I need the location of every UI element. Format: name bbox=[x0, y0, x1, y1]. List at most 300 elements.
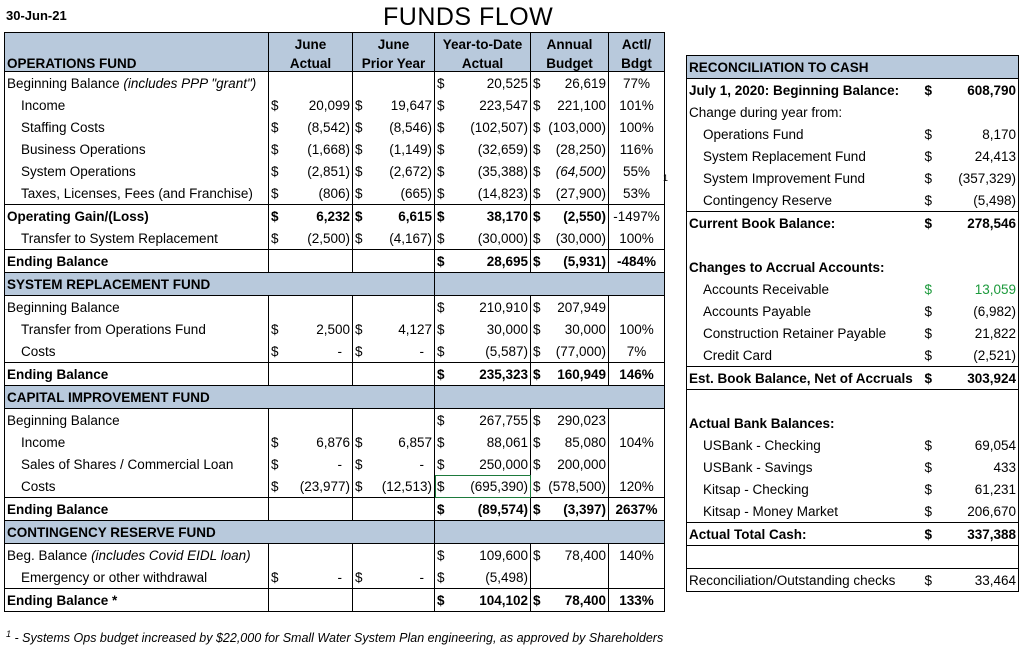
budget-value: 26,619 bbox=[564, 75, 606, 91]
row-label: Beginning Balance bbox=[5, 409, 269, 432]
row-label: July 1, 2020: Beginning Balance: bbox=[689, 82, 900, 98]
table-row bbox=[5, 409, 665, 432]
table-row bbox=[5, 94, 665, 116]
dollar-sign: $ bbox=[355, 321, 363, 337]
row-label: Kitsap - Checking bbox=[703, 481, 809, 497]
table-row bbox=[687, 412, 1019, 434]
col-bdgt: Bdgt bbox=[609, 52, 665, 72]
table-row bbox=[687, 300, 1019, 322]
dollar-sign: $ bbox=[437, 366, 445, 382]
table-row bbox=[5, 431, 665, 453]
prior-value: - bbox=[419, 456, 424, 472]
table-row bbox=[687, 256, 1019, 278]
ytd-value: 38,170 bbox=[486, 208, 528, 224]
budget-value: (77,000) bbox=[555, 343, 606, 359]
pct-value: 77% bbox=[609, 72, 665, 95]
budget-value: 207,949 bbox=[557, 299, 606, 315]
row-value: (2,521) bbox=[973, 347, 1016, 363]
prior-value: - bbox=[419, 343, 424, 359]
dollar-sign: $ bbox=[924, 126, 933, 142]
dollar-sign: $ bbox=[437, 434, 445, 450]
dollar-sign: $ bbox=[924, 347, 933, 363]
dollar-sign: $ bbox=[924, 503, 933, 519]
june-value: (2,851) bbox=[307, 163, 350, 179]
dollar-sign: $ bbox=[923, 212, 943, 235]
table-row bbox=[5, 318, 665, 340]
pct-value: 100% bbox=[609, 116, 665, 138]
row-label: Transfer to System Replacement bbox=[5, 227, 269, 250]
dollar-sign: $ bbox=[437, 75, 445, 91]
pct-value: 55% bbox=[609, 160, 665, 182]
row-label: Beginning Balance bbox=[5, 296, 269, 319]
june-value: (1,668) bbox=[307, 141, 350, 157]
ytd-value: (35,388) bbox=[477, 163, 528, 179]
table-row bbox=[5, 138, 665, 160]
dollar-sign: $ bbox=[533, 75, 541, 91]
june-value: - bbox=[337, 343, 342, 359]
budget-value: (30,000) bbox=[555, 230, 606, 246]
dollar-sign: $ bbox=[271, 478, 279, 494]
dollar-sign: $ bbox=[533, 456, 541, 472]
pct-value: 120% bbox=[609, 475, 665, 498]
ytd-value: 250,000 bbox=[479, 456, 528, 472]
june-value: 6,876 bbox=[316, 434, 350, 450]
dollar-sign: $ bbox=[533, 592, 541, 608]
ytd-value: 267,755 bbox=[479, 412, 528, 428]
dollar-sign: $ bbox=[271, 456, 279, 472]
row-label: Accounts Payable bbox=[703, 303, 812, 319]
row-value: 21,822 bbox=[974, 325, 1016, 341]
header-row-2 bbox=[5, 52, 665, 72]
row-label: Costs bbox=[5, 475, 269, 498]
table-row bbox=[5, 116, 665, 138]
section-title: CAPITAL IMPROVEMENT FUND bbox=[5, 386, 435, 409]
row-label: Change during year from: bbox=[689, 104, 843, 120]
table-row-total bbox=[687, 367, 1019, 390]
pct-value: 116% bbox=[609, 138, 665, 160]
section-header bbox=[687, 56, 1019, 79]
table-row bbox=[687, 123, 1019, 145]
june-value: (806) bbox=[318, 185, 350, 201]
row-label: Accounts Receivable bbox=[703, 281, 830, 297]
row-note: (includes Covid EIDL loan) bbox=[91, 547, 251, 563]
pct-value: -1497% bbox=[609, 205, 665, 228]
table-row bbox=[687, 101, 1019, 123]
row-label: USBank - Checking bbox=[703, 437, 821, 453]
dollar-sign: $ bbox=[437, 299, 445, 315]
june-value: - bbox=[337, 569, 342, 585]
dollar-sign: $ bbox=[271, 230, 279, 246]
dollar-sign: $ bbox=[533, 299, 541, 315]
funds-flow-table bbox=[4, 32, 665, 612]
dollar-sign: $ bbox=[271, 97, 279, 113]
budget-value: (28,250) bbox=[555, 141, 606, 157]
budget-value: 78,400 bbox=[564, 592, 606, 608]
row-label: Kitsap - Money Market bbox=[703, 503, 839, 519]
ytd-value: 210,910 bbox=[479, 299, 528, 315]
june-value: 2,500 bbox=[316, 321, 350, 337]
table-row bbox=[5, 566, 665, 589]
dollar-sign: $ bbox=[355, 185, 363, 201]
table-row bbox=[687, 569, 1019, 592]
col-june-prior: June bbox=[353, 33, 435, 53]
dollar-sign: $ bbox=[271, 185, 279, 201]
dollar-sign: $ bbox=[533, 412, 541, 428]
table-row bbox=[687, 79, 1019, 102]
june-value: (2,500) bbox=[307, 230, 350, 246]
prior-value: 19,647 bbox=[390, 97, 432, 113]
section-title: SYSTEM REPLACEMENT FUND bbox=[5, 273, 435, 296]
prior-value: (2,672) bbox=[389, 163, 432, 179]
table-row bbox=[5, 340, 665, 363]
row-value: (357,329) bbox=[958, 170, 1016, 186]
dollar-sign: $ bbox=[437, 97, 445, 113]
table-row-total bbox=[5, 205, 665, 228]
col-budget: Budget bbox=[531, 52, 609, 72]
row-value: 69,054 bbox=[974, 437, 1016, 453]
table-row bbox=[5, 227, 665, 250]
dollar-sign: $ bbox=[533, 343, 541, 359]
dollar-sign: $ bbox=[533, 185, 541, 201]
dollar-sign: $ bbox=[437, 478, 445, 494]
row-label: System Replacement Fund bbox=[703, 148, 866, 164]
row-label: Income bbox=[5, 94, 269, 116]
pct-value: 100% bbox=[609, 318, 665, 340]
table-row bbox=[687, 189, 1019, 212]
row-value: 24,413 bbox=[974, 148, 1016, 164]
prior-value: 6,857 bbox=[398, 434, 432, 450]
table-row-total bbox=[5, 250, 665, 273]
table-row bbox=[687, 434, 1019, 456]
col-prior-year: Prior Year bbox=[353, 52, 435, 72]
ytd-value: (695,390) bbox=[470, 478, 528, 494]
row-label: Reconciliation/Outstanding checks bbox=[689, 572, 896, 588]
table-row bbox=[687, 322, 1019, 344]
dollar-sign: $ bbox=[355, 97, 363, 113]
dollar-sign: $ bbox=[533, 501, 541, 517]
dollar-sign: $ bbox=[437, 185, 445, 201]
ytd-value: (5,587) bbox=[485, 343, 528, 359]
row-value: (6,982) bbox=[973, 303, 1016, 319]
row-label: Actual Total Cash: bbox=[687, 523, 923, 546]
section-header bbox=[5, 386, 665, 409]
prior-value: - bbox=[419, 569, 424, 585]
june-value: - bbox=[337, 456, 342, 472]
dollar-sign: $ bbox=[355, 434, 363, 450]
prior-value: (1,149) bbox=[389, 141, 432, 157]
dollar-sign: $ bbox=[924, 303, 933, 319]
row-label: Taxes, Licenses, Fees (and Franchise) bbox=[5, 182, 269, 205]
dollar-sign: $ bbox=[437, 343, 445, 359]
dollar-sign: $ bbox=[437, 456, 445, 472]
dollar-sign: $ bbox=[271, 163, 279, 179]
table-row-total bbox=[5, 363, 665, 386]
prior-value: 6,615 bbox=[398, 208, 432, 224]
dollar-sign: $ bbox=[924, 281, 933, 297]
col-june: June bbox=[269, 33, 353, 53]
dollar-sign: $ bbox=[924, 459, 933, 475]
pct-value: 53% bbox=[609, 182, 665, 205]
dollar-sign: $ bbox=[271, 141, 279, 157]
row-label: Ending Balance bbox=[5, 363, 269, 386]
dollar-sign: $ bbox=[355, 456, 363, 472]
ytd-value: 88,061 bbox=[486, 434, 528, 450]
ytd-value: 28,695 bbox=[486, 253, 528, 269]
pct-value: 2637% bbox=[609, 498, 665, 521]
pct-value: 101% bbox=[609, 94, 665, 116]
row-label: System Operations bbox=[5, 160, 269, 182]
dollar-sign: $ bbox=[271, 321, 279, 337]
budget-value: 160,949 bbox=[557, 366, 606, 382]
col-actl: Actl/ bbox=[609, 33, 665, 53]
dollar-sign: $ bbox=[271, 434, 279, 450]
table-row bbox=[5, 160, 665, 182]
row-label: Ending Balance bbox=[5, 250, 269, 273]
footnote-marker: 1 bbox=[663, 173, 669, 183]
row-label: Sales of Shares / Commercial Loan bbox=[5, 453, 269, 475]
row-label: Credit Card bbox=[703, 347, 773, 363]
dollar-sign: $ bbox=[923, 367, 943, 390]
budget-value: 30,000 bbox=[564, 321, 606, 337]
row-note: (includes PPP "grant") bbox=[123, 75, 257, 91]
row-label: Operating Gain/(Loss) bbox=[5, 205, 269, 228]
row-label: Contingency Reserve bbox=[703, 192, 833, 208]
budget-value: 200,000 bbox=[557, 456, 606, 472]
table-row bbox=[687, 167, 1019, 189]
pct-value: 140% bbox=[609, 544, 665, 567]
dollar-sign: $ bbox=[533, 141, 541, 157]
row-value: 433 bbox=[993, 459, 1016, 475]
pct-value: 104% bbox=[609, 431, 665, 453]
row-value: 303,924 bbox=[943, 367, 1019, 390]
row-label: Transfer from Operations Fund bbox=[5, 318, 269, 340]
report-date: 30-Jun-21 bbox=[6, 8, 67, 23]
dollar-sign: $ bbox=[924, 325, 933, 341]
row-label: Current Book Balance: bbox=[687, 212, 923, 235]
dollar-sign: $ bbox=[533, 163, 541, 179]
dollar-sign: $ bbox=[437, 592, 445, 608]
pct-value: -484% bbox=[609, 250, 665, 273]
row-label: USBank - Savings bbox=[703, 459, 813, 475]
row-value: 13,059 bbox=[974, 281, 1016, 297]
prior-value: 4,127 bbox=[398, 321, 432, 337]
june-value: (23,977) bbox=[299, 478, 350, 494]
budget-value: 221,100 bbox=[557, 97, 606, 113]
budget-value: (64,500) bbox=[555, 163, 606, 179]
ytd-value: (32,659) bbox=[477, 141, 528, 157]
dollar-sign: $ bbox=[355, 343, 363, 359]
dollar-sign: $ bbox=[533, 366, 541, 382]
row-value: 278,546 bbox=[943, 212, 1019, 235]
row-label: Ending Balance * bbox=[5, 589, 269, 612]
june-value: (8,542) bbox=[307, 119, 350, 135]
section-title: RECONCILIATION TO CASH bbox=[687, 56, 1019, 79]
budget-value: 85,080 bbox=[564, 434, 606, 450]
ytd-value: (30,000) bbox=[477, 230, 528, 246]
dollar-sign: $ bbox=[533, 321, 541, 337]
ytd-value: 109,600 bbox=[479, 547, 528, 563]
row-value: 337,388 bbox=[943, 523, 1019, 546]
ytd-value: (5,498) bbox=[485, 569, 528, 585]
row-value: 608,790 bbox=[967, 82, 1016, 98]
dollar-sign: $ bbox=[437, 141, 445, 157]
dollar-sign: $ bbox=[533, 208, 541, 224]
header-blank bbox=[5, 33, 269, 53]
row-label: Changes to Accrual Accounts: bbox=[689, 259, 885, 275]
prior-value: (8,546) bbox=[389, 119, 432, 135]
dollar-sign: $ bbox=[437, 230, 445, 246]
dollar-sign: $ bbox=[271, 119, 279, 135]
table-row bbox=[687, 344, 1019, 367]
footnote-mark: 1 bbox=[6, 629, 12, 639]
table-row bbox=[687, 478, 1019, 500]
footnote bbox=[6, 629, 663, 645]
dollar-sign: $ bbox=[533, 478, 541, 494]
row-value: 206,670 bbox=[967, 503, 1016, 519]
dollar-sign: $ bbox=[355, 119, 363, 135]
dollar-sign: $ bbox=[437, 253, 445, 269]
row-label: Beg. Balance bbox=[7, 547, 92, 563]
table-row bbox=[5, 72, 665, 95]
table-row-total bbox=[5, 589, 665, 612]
row-label: Est. Book Balance, Net of Accruals bbox=[687, 367, 923, 390]
row-value: 61,231 bbox=[974, 481, 1016, 497]
ytd-value: (89,574) bbox=[477, 501, 528, 517]
table-row bbox=[687, 456, 1019, 478]
row-label: Emergency or other withdrawal bbox=[5, 566, 269, 589]
dollar-sign: $ bbox=[437, 501, 445, 517]
spacer-row bbox=[687, 390, 1019, 413]
budget-value: (5,931) bbox=[563, 253, 606, 269]
table-row-total bbox=[687, 212, 1019, 235]
dollar-sign: $ bbox=[437, 208, 445, 224]
budget-value: (2,550) bbox=[563, 208, 606, 224]
dollar-sign: $ bbox=[533, 253, 541, 269]
dollar-sign: $ bbox=[355, 141, 363, 157]
dollar-sign: $ bbox=[437, 119, 445, 135]
ytd-value: 223,547 bbox=[479, 97, 528, 113]
dollar-sign: $ bbox=[355, 163, 363, 179]
table-row bbox=[5, 453, 665, 475]
dollar-sign: $ bbox=[437, 569, 445, 585]
row-label: Construction Retainer Payable bbox=[703, 325, 887, 341]
dollar-sign: $ bbox=[437, 547, 445, 563]
dollar-sign: $ bbox=[533, 97, 541, 113]
table-row bbox=[5, 182, 665, 205]
dollar-sign: $ bbox=[355, 569, 363, 585]
budget-value: 78,400 bbox=[564, 547, 606, 563]
dollar-sign: $ bbox=[437, 163, 445, 179]
ytd-value: 104,102 bbox=[479, 592, 528, 608]
ops-fund-title: OPERATIONS FUND bbox=[5, 52, 269, 72]
pct-value: 7% bbox=[609, 340, 665, 363]
section-title: CONTINGENCY RESERVE FUND bbox=[5, 521, 435, 544]
spacer-row bbox=[687, 234, 1019, 256]
pct-value: 146% bbox=[609, 363, 665, 386]
dollar-sign: $ bbox=[923, 523, 943, 546]
dollar-sign: $ bbox=[355, 230, 363, 246]
dollar-sign: $ bbox=[924, 481, 933, 497]
row-label: Business Operations bbox=[5, 138, 269, 160]
footnote-text: - Systems Ops budget increased by $22,000 for Small Water System Plan engineering, as approved by Shareholders bbox=[11, 631, 664, 646]
june-value: 20,099 bbox=[308, 97, 350, 113]
dollar-sign: $ bbox=[271, 569, 279, 585]
prior-value: (4,167) bbox=[389, 230, 432, 246]
dollar-sign: $ bbox=[924, 148, 933, 164]
ytd-value: (14,823) bbox=[477, 185, 528, 201]
dollar-sign: $ bbox=[271, 208, 279, 224]
ytd-value: 20,525 bbox=[486, 75, 528, 91]
ytd-value: 235,323 bbox=[479, 366, 528, 382]
prior-value: (12,513) bbox=[381, 478, 432, 494]
table-row bbox=[5, 296, 665, 319]
row-value: (5,498) bbox=[973, 192, 1016, 208]
row-label: Ending Balance bbox=[5, 498, 269, 521]
row-label: Actual Bank Balances: bbox=[689, 415, 835, 431]
selected-cell[interactable] bbox=[435, 475, 531, 498]
table-row bbox=[687, 500, 1019, 523]
header-row-1 bbox=[5, 33, 665, 53]
table-row-total bbox=[5, 498, 665, 521]
dollar-sign: $ bbox=[924, 437, 933, 453]
dollar-sign: $ bbox=[533, 434, 541, 450]
row-label: Beginning Balance bbox=[7, 75, 124, 91]
dollar-sign: $ bbox=[533, 230, 541, 246]
dollar-sign: $ bbox=[355, 208, 363, 224]
table-row-total bbox=[687, 523, 1019, 546]
table-row bbox=[687, 145, 1019, 167]
dollar-sign: $ bbox=[355, 478, 363, 494]
dollar-sign: $ bbox=[271, 343, 279, 359]
row-label: System Improvement Fund bbox=[703, 170, 866, 186]
june-value: 6,232 bbox=[316, 208, 350, 224]
ytd-value: (102,507) bbox=[470, 119, 528, 135]
dollar-sign: $ bbox=[924, 82, 933, 98]
dollar-sign: $ bbox=[533, 547, 541, 563]
section-header bbox=[5, 521, 665, 544]
col-annual: Annual bbox=[531, 33, 609, 53]
prior-value: (665) bbox=[400, 185, 432, 201]
spacer-row bbox=[687, 546, 1019, 569]
ytd-value: 30,000 bbox=[486, 321, 528, 337]
col-actual: Actual bbox=[269, 52, 353, 72]
table-row bbox=[5, 544, 665, 567]
row-label: Operations Fund bbox=[703, 126, 804, 142]
row-value: 8,170 bbox=[982, 126, 1016, 142]
pct-value: 133% bbox=[609, 589, 665, 612]
col-ytd-actual: Actual bbox=[435, 52, 531, 72]
dollar-sign: $ bbox=[924, 170, 933, 186]
row-label: Costs bbox=[5, 340, 269, 363]
row-label: Income bbox=[5, 431, 269, 453]
budget-value: (578,500) bbox=[548, 478, 606, 494]
dollar-sign: $ bbox=[437, 412, 445, 428]
dollar-sign: $ bbox=[437, 321, 445, 337]
table-row bbox=[687, 278, 1019, 300]
col-ytd: Year-to-Date bbox=[435, 33, 531, 53]
report-title: FUNDS FLOW bbox=[383, 3, 554, 31]
budget-value: (103,000) bbox=[548, 119, 606, 135]
section-header bbox=[5, 273, 665, 296]
dollar-sign: $ bbox=[533, 119, 541, 135]
table-row bbox=[5, 475, 665, 498]
dollar-sign: $ bbox=[924, 192, 933, 208]
budget-value: (27,900) bbox=[555, 185, 606, 201]
row-value: 33,464 bbox=[974, 572, 1016, 588]
reconciliation-table bbox=[686, 55, 1019, 592]
budget-value: 290,023 bbox=[557, 412, 606, 428]
row-label: Staffing Costs bbox=[5, 116, 269, 138]
